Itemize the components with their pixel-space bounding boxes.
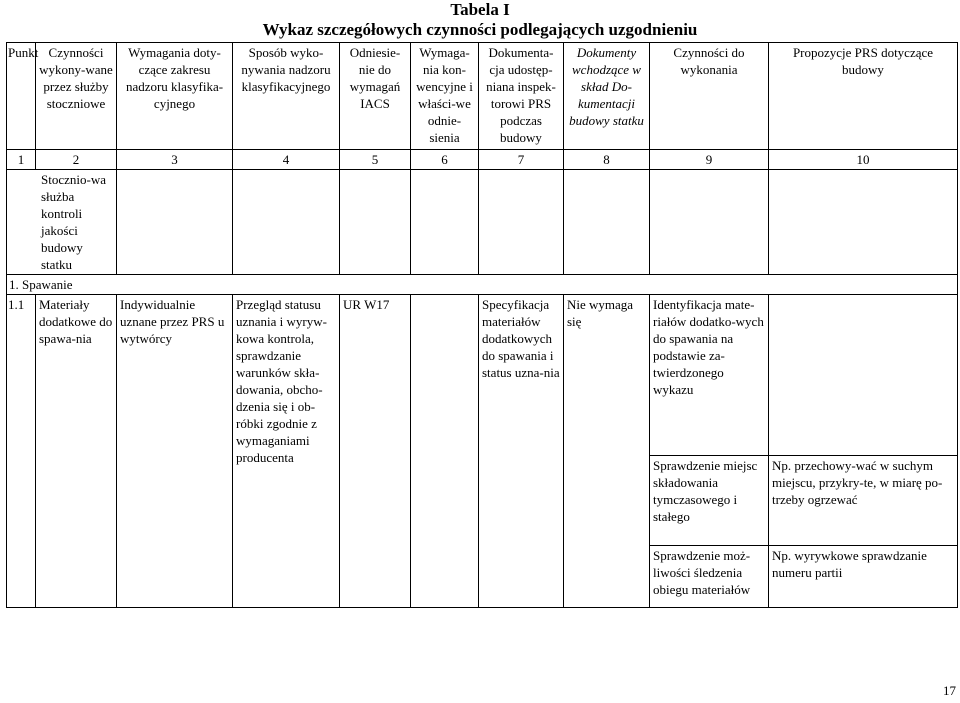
header-cell: Sposób wyko-nywania nadzoru klasyfikacyjnego <box>233 43 340 150</box>
row-czynnosci: Materiały dodatkowe do spawa-nia <box>36 295 117 608</box>
column-number: 7 <box>479 150 564 170</box>
empty-cell <box>650 170 769 275</box>
header-cell: Punkt <box>7 43 36 150</box>
empty-cell <box>479 170 564 275</box>
table-title: Tabela I <box>450 0 510 19</box>
column-number: 10 <box>769 150 958 170</box>
column-number: 4 <box>233 150 340 170</box>
section-row <box>7 170 958 275</box>
header-cell: Propozycje PRS dotyczące budowy <box>769 43 958 150</box>
empty-cell <box>564 170 650 275</box>
column-number: 9 <box>650 150 769 170</box>
row-dokumenty: Nie wymaga się <box>564 295 650 608</box>
column-number: 6 <box>411 150 479 170</box>
column-number: 8 <box>564 150 650 170</box>
table-subtitle: Wykaz szczegółowych czynności podlegających uzgodnieniu <box>262 20 698 39</box>
header-cell: Odniesie-nie do wymagań IACS <box>340 43 411 150</box>
task-czynnosc: Sprawdzenie miejsc składowania tymczasowego i stałego <box>650 456 769 546</box>
empty-cell <box>769 170 958 275</box>
page-number: 17 <box>943 683 956 698</box>
column-number: 3 <box>117 150 233 170</box>
header-cell: Wymagania doty-czące zakresu nadzoru klasyfika-cyjnego <box>117 43 233 150</box>
row-wymagania: Indywidualnie uznane przez PRS u wytwórcy <box>117 295 233 608</box>
header-cell: Dokumenta-cja udostęp-niana inspek-torowi PRS podczas budowy <box>479 43 564 150</box>
empty-cell <box>411 170 479 275</box>
table-row <box>7 295 958 456</box>
row-sposob: Przegląd statusu uznania i wyryw-kowa kontrola, sprawdzanie warunków skła-dowania, obcho-dzenia się i ob-róbki zgodnie z wymaganiami producenta <box>233 295 340 608</box>
header-cell <box>564 43 650 150</box>
empty-cell <box>117 170 233 275</box>
empty-cell <box>233 170 340 275</box>
column-number-row <box>7 150 958 170</box>
section-label: Stocznio-wa służba kontroli jakości budowy statku <box>7 170 117 275</box>
task-czynnosc: Identyfikacja mate-riałów dodatko-wych do spawania na podstawie za-twierdzonego wykazu <box>650 295 769 456</box>
title-block <box>0 0 960 40</box>
task-propozycja: Np. przechowy-wać w suchym miejscu, przykry-te, w miarę po-trzeby ogrzewać <box>769 456 958 546</box>
task-czynnosc: Sprawdzenie moż-liwości śledzenia obiegu materiałów <box>650 545 769 607</box>
header-cell: Czynności wykony-wane przez służby stoczniowe <box>36 43 117 150</box>
row-punkt: 1.1 <box>7 295 36 608</box>
header-text: Dokumenty wchodzące w skład Do-kumentacji budowy statku <box>569 45 644 128</box>
row-konwencyjne <box>411 295 479 608</box>
column-number: 1 <box>7 150 36 170</box>
subsection-label: 1. Spawanie <box>7 275 958 295</box>
requirements-table <box>6 42 958 608</box>
column-number: 2 <box>36 150 117 170</box>
row-iacs: UR W17 <box>340 295 411 608</box>
task-propozycja: Np. wyrywkowe sprawdzanie numeru partii <box>769 545 958 607</box>
column-number: 5 <box>340 150 411 170</box>
header-row <box>7 43 958 150</box>
row-dokumentacja: Specyfikacja materiałów dodatkowych do spawania i status uzna-nia <box>479 295 564 608</box>
empty-cell <box>340 170 411 275</box>
subsection-row <box>7 275 958 295</box>
header-cell: Wymaga-nia kon-wencyjne i właści-we odnie-sienia <box>411 43 479 150</box>
task-propozycja <box>769 295 958 456</box>
header-cell: Czynności do wykonania <box>650 43 769 150</box>
